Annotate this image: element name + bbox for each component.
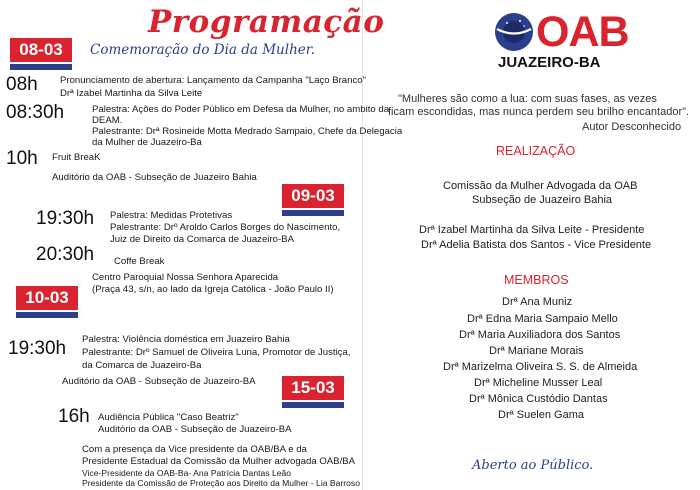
quote-author: Autor Desconhecido	[582, 121, 682, 133]
oab-logo-city: JUAZEIRO-BA	[498, 54, 601, 71]
event-text: Auditório da OAB - Subseção de Juazeiro-BA	[62, 376, 256, 387]
event-text: Palestrante: Drº Samuel de Oliveira Luna, Promotor de Justiça,	[82, 347, 351, 358]
president-text: Drª Izabel Martinha da Silva Leite - Presidente	[419, 224, 645, 236]
oab-logo-text: OAB	[536, 8, 629, 56]
event-text: Palestrante: Drº Aroldo Carlos Borges do Nascimento,	[110, 222, 341, 233]
member-item: Drª Marizelma Oliveira S. S. de Almeida	[443, 361, 638, 373]
date-badge-label: 15-03	[282, 376, 344, 400]
event-time: 10h	[6, 148, 38, 169]
quote-text: ficam escondidas, mas nunca perdem seu brilho encantador".	[388, 106, 690, 118]
event-time: 08:30h	[6, 102, 65, 123]
member-item: Drª Edna Maria Sampaio Mello	[467, 313, 618, 325]
date-badge-stripe	[16, 312, 78, 318]
event-text: Fruit BreaK	[52, 152, 101, 163]
event-time: 20:30h	[36, 244, 95, 265]
member-item: Drª Mariane Morais	[489, 345, 584, 357]
member-item: Drª Maria Auxiliadora dos Santos	[459, 329, 621, 341]
event-text: da Comarca de Juazeiro-Ba	[82, 360, 202, 371]
event-text: Presidente da Comissão de Proteção aos Direito da Mulher - Lia Barroso	[82, 478, 361, 488]
realizacao-text: Comissão da Mulher Advogada da OAB	[443, 180, 638, 192]
event-text: Centro Paroquial Nossa Senhora Aparecida	[92, 272, 279, 283]
event-text: Auditório da OAB - Subseção de Juazeiro Bahia	[52, 172, 257, 183]
date-badge-label: 09-03	[282, 184, 344, 208]
event-time: 16h	[58, 406, 90, 427]
date-badge-label: 08-03	[10, 38, 72, 62]
quote-text: "Mulheres são como a lua: com suas fases, as vezes	[398, 93, 657, 105]
event-text: Palestra: Violência doméstica em Juazeiro Bahia	[82, 334, 290, 345]
member-item: Drª Suelen Gama	[498, 409, 584, 421]
event-time: 08h	[6, 74, 38, 95]
event-text: Vice-Presidente da OAB-Ba- Ana Patrícia Dantas Leão	[82, 468, 292, 478]
event-text: Auditório da OAB - Subseção de Juazeiro-BA	[98, 424, 292, 435]
vice-president-text: Drª Adelia Batista dos Santos - Vice Presidente	[421, 239, 652, 251]
event-text: Juiz de Direito da Comarca de Juazeiro-BA	[110, 234, 294, 245]
program-title: Programação	[148, 4, 385, 40]
event-text: (Praça 43, s/n, ao lado da Igreja Católica - João Paulo II)	[92, 284, 334, 295]
date-badge-stripe	[282, 402, 344, 408]
event-text: Pronunciamento de abertura: Lançamento da Campanha "Laço Branco"	[60, 75, 367, 86]
membros-heading: MEMBROS	[504, 273, 569, 287]
event-text: da Mulher de Juazeiro-Ba	[92, 137, 202, 148]
date-badge-stripe	[282, 210, 344, 216]
realizacao-heading: REALIZAÇÃO	[496, 144, 576, 158]
event-text: DEAM.	[92, 115, 123, 126]
event-text: Coffe Break	[114, 256, 165, 267]
member-item: Drª Micheline Musser Leal	[474, 377, 603, 389]
event-text: Audiência Pública "Caso Beatriz"	[98, 412, 239, 423]
event-text: Palestrante: Drª Rosineide Motta Medrado Sampaio, Chefe da Delegacia	[92, 126, 403, 137]
event-text: Presidente Estadual da Comissão da Mulher advogada OAB/BA	[82, 456, 356, 467]
handwritten-note: Aberto ao Público.	[472, 458, 594, 473]
member-item: Drª Mônica Custódio Dantas	[469, 393, 608, 405]
event-text: Palestra: Ações do Poder Público em Defesa da Mulher, no ambito da	[92, 104, 390, 115]
event-time: 19:30h	[36, 208, 95, 229]
page-fold	[362, 0, 363, 490]
event-time: 19:30h	[8, 338, 67, 359]
event-text: Com a presença da Vice presidente da OAB/BA e da	[82, 444, 307, 455]
date-badge-stripe	[10, 64, 72, 70]
realizacao-text: Subseção de Juazeiro Bahia	[472, 194, 613, 206]
date-badge-label: 10-03	[16, 286, 78, 310]
member-item: Drª Ana Muniz	[502, 296, 573, 308]
globe-icon	[494, 12, 534, 52]
program-subtitle: Comemoração do Dia da Mulher.	[90, 42, 316, 58]
event-text: Drª Izabel Martinha da Silva Leite	[60, 88, 203, 99]
event-text: Palestra: Medidas Protetivas	[110, 210, 233, 221]
